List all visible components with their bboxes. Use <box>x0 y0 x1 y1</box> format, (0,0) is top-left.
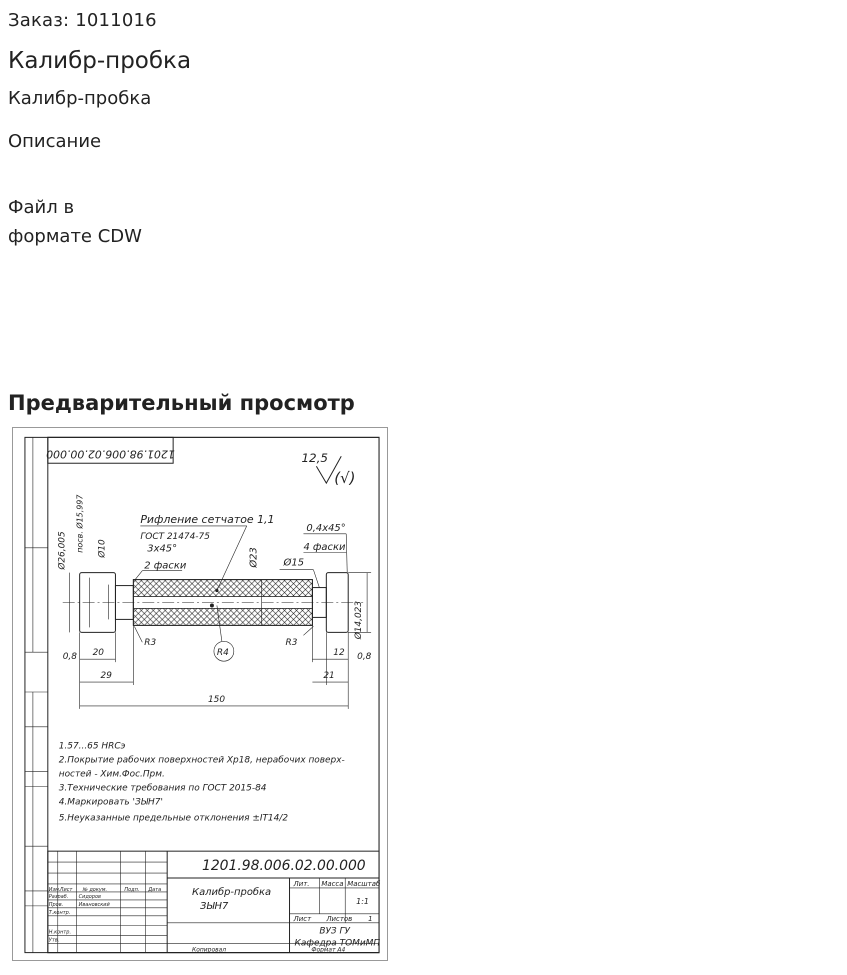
file-format-line-2: формате CDW <box>8 226 142 247</box>
stamp-tcontr: Т.контр. <box>48 909 71 916</box>
stamp-ncontr: Н.контр. <box>48 929 72 936</box>
stamp-list: Лист <box>59 886 73 893</box>
roughness-value: 12,5 <box>301 451 329 466</box>
dim-d14: Ø14,023 <box>354 600 365 640</box>
stamp-dev: Разраб. <box>48 893 69 900</box>
chamfer-1-count: 2 фаски <box>144 560 187 572</box>
stamp-format: Формат А4 <box>311 946 346 954</box>
drawing-code-top: 1201.98.006.02.00.000 <box>46 447 175 461</box>
stamp-lit: Лит. <box>293 879 310 888</box>
note-3: 3.Технические требования по ГОСТ 2015-84 <box>58 783 267 794</box>
stamp-scale-value: 1:1 <box>356 896 369 906</box>
stamp-scale: Масштаб <box>347 879 381 888</box>
stamp-sign: Подп. <box>124 886 140 893</box>
stamp-dev-name: Сидоров <box>78 893 101 900</box>
knurl-note: Рифление сетчатое 1,1 <box>140 512 275 526</box>
part-name: Калибр-пробка <box>192 886 272 898</box>
stamp-org-1: ВУЗ ГУ <box>319 926 350 937</box>
technical-notes <box>59 742 345 824</box>
dim-d15-label: посв. Ø15,997 <box>75 494 85 553</box>
dim-29: 29 <box>100 671 112 682</box>
stamp-mass: Масса <box>321 879 344 888</box>
order-number: Заказ: 1011016 <box>8 10 157 31</box>
file-format-line-1: Файл в <box>8 197 75 218</box>
stamp-sheet: Лист <box>293 914 312 923</box>
description-heading: Описание <box>8 131 102 152</box>
knurl-gost: ГОСТ 21474-75 <box>140 531 210 542</box>
stamp-sheets: Листов <box>326 914 353 923</box>
dim-d15: Ø15 <box>283 557 305 569</box>
note-1: 1.57...65 HRCэ <box>58 741 126 752</box>
dim-0-8-left: 0,8 <box>62 652 77 663</box>
note-4: 4.Маркировать 'ЗЫН7' <box>58 797 163 808</box>
chamfer-2-count: 4 фаски <box>303 541 346 553</box>
note-2b: ностей - Хим.Фос.Прм. <box>58 769 165 780</box>
roughness-symbol: (√) <box>334 469 356 488</box>
technical-drawing <box>13 428 387 960</box>
chamfer-2: 0,4х45° <box>306 522 346 534</box>
drawing-code-main: 1201.98.006.02.00.000 <box>201 858 366 875</box>
dim-12: 12 <box>333 648 345 659</box>
stamp-date: Дата <box>148 886 162 893</box>
dim-d23: Ø23 <box>248 547 260 568</box>
stamp-org-2: Кафедра ТОМиМП <box>294 938 381 949</box>
chamfer-1: 3х45° <box>147 543 178 555</box>
dim-d10: Ø10 <box>97 539 108 558</box>
stamp-copied: Копировал <box>192 946 227 954</box>
stamp-doc: № докум. <box>82 886 108 893</box>
title-block <box>48 851 381 953</box>
dim-r3-right: R3 <box>285 638 298 649</box>
dim-r4: R4 <box>216 648 229 659</box>
dim-0-8-right: 0,8 <box>357 652 372 663</box>
dim-r3-left: R3 <box>144 638 157 649</box>
dim-21: 21 <box>323 671 335 682</box>
note-2: 2.Покрытие рабочих поверхностей Хр18, нерабочих поверх- <box>58 755 345 766</box>
dim-150: 150 <box>207 694 226 705</box>
stamp-check-name: Ивановский <box>78 901 110 908</box>
note-5: 5.Неуказанные предельные отклонения ±IT14/2 <box>58 813 289 824</box>
stamp-izm: Изм. <box>48 886 61 893</box>
file-format-note <box>8 193 142 251</box>
dim-d26: Ø26,005 <box>57 531 68 570</box>
dim-20: 20 <box>92 648 104 659</box>
product-subtitle: Калибр-пробка <box>8 88 152 109</box>
product-title: Калибр-пробка <box>8 48 192 74</box>
preview-heading: Предварительный просмотр <box>8 391 355 415</box>
drawing-preview-image[interactable] <box>12 427 388 961</box>
stamp-approved: Утв. <box>48 937 60 944</box>
part-fit: ЗЫН7 <box>200 900 229 912</box>
stamp-check: Пров. <box>48 901 64 908</box>
stamp-sheets-value: 1 <box>368 914 373 923</box>
